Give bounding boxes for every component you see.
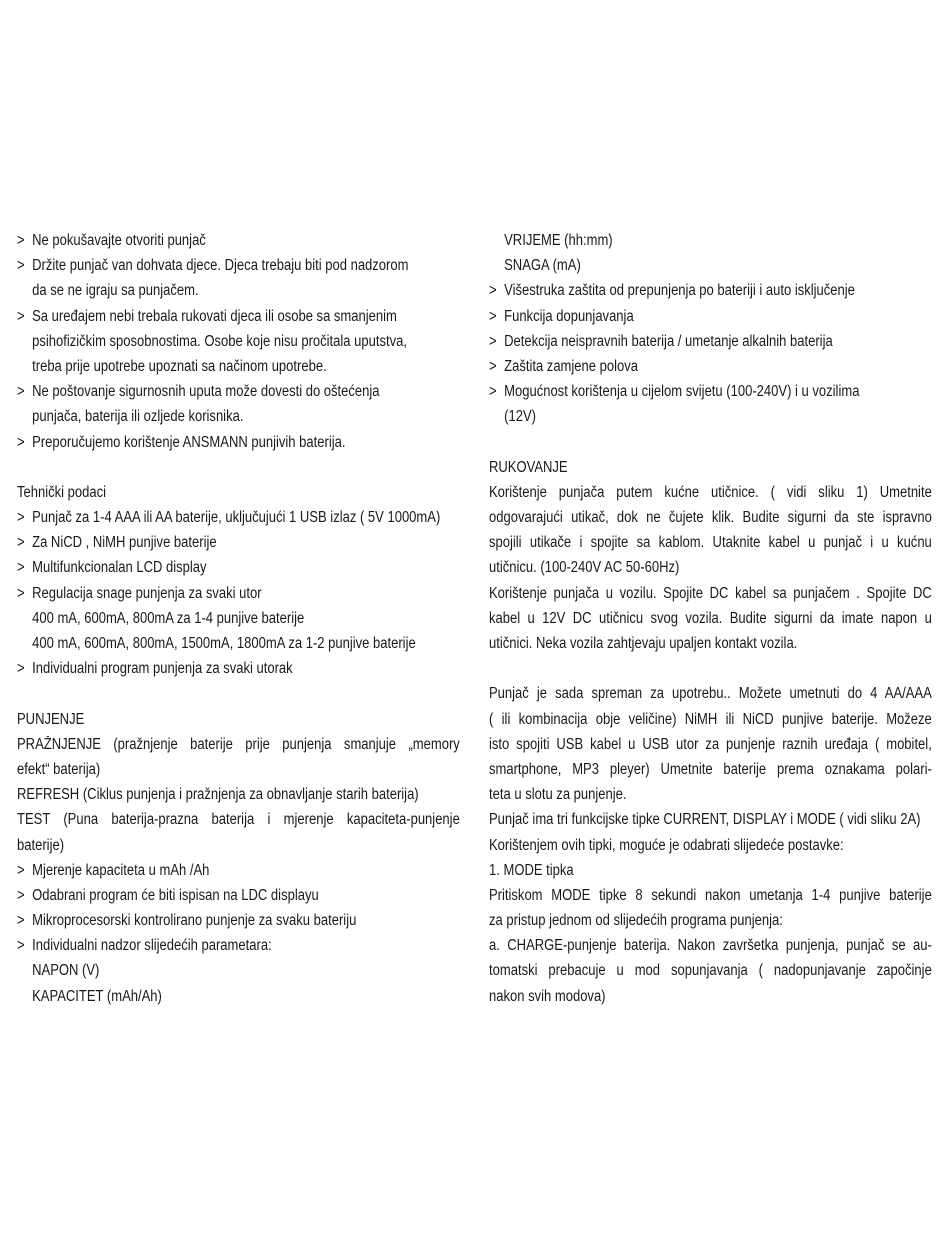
left-column — [17, 228, 460, 1009]
text-line: Punjač je sada spreman za upotrebu.. Možete umetnuti do 4 AA/AAA — [489, 685, 932, 703]
text-line: Korištenje punjača u vozilu. Spojite DC kabel sa punjačem . Spojite DC — [489, 584, 932, 602]
text-line: Punjač ima tri funkcijske tipke CURRENT, DISPLAY i MODE ( vidi sliku 2A) — [489, 811, 921, 829]
bullet-item — [17, 253, 475, 278]
bullet-item — [17, 530, 475, 555]
indented-line: KAPACITET (mAh/Ah) — [32, 987, 162, 1005]
bullet-item — [17, 933, 475, 958]
bullet-item — [17, 379, 475, 404]
bullet-marker: > — [489, 357, 497, 375]
bullet-text: Preporučujemo korištenje ANSMANN punjivih baterija. — [32, 433, 346, 451]
bullet-marker: > — [17, 232, 25, 249]
bullet-item — [17, 656, 475, 681]
bullet-item — [489, 304, 947, 329]
bullet-item — [17, 505, 475, 530]
text-line: isto spojiti USB kabel u USB utor za punjenje raznih uređaja ( mobitel, — [489, 735, 932, 753]
indented-line: VRIJEME (hh:mm) — [504, 232, 613, 249]
bullet-item — [489, 379, 947, 404]
bullet-marker: > — [489, 332, 497, 350]
text-line: nakon svih modova) — [489, 987, 606, 1005]
bullet-text: Ne pokušavajte otvoriti punjač — [32, 232, 206, 249]
indented-line: SNAGA (mA) — [504, 257, 581, 275]
blank-line — [17, 455, 460, 480]
bullet-marker: > — [489, 383, 497, 401]
bullet-text: Detekcija neispravnih baterija / umetanje alkalnih baterija — [504, 332, 833, 350]
bullet-marker: > — [17, 584, 25, 602]
bullet-item — [17, 858, 475, 883]
bullet-text: Držite punjač van dohvata djece. Djeca trebaju biti pod nadzorom — [32, 257, 409, 275]
text-line: ( ili kombinacija obje veličine) NiMH ili NiCD punjive baterije. Možeze — [489, 710, 932, 728]
bullet-marker: > — [489, 307, 497, 325]
bullet-text: Funkcija dopunjavanja — [504, 307, 634, 325]
bullet-marker: > — [17, 307, 25, 325]
text-line: Pritiskom MODE tipke 8 sekundi nakon umetanja 1-4 punjive baterije — [489, 886, 932, 904]
bullet-item — [17, 430, 475, 455]
bullet-marker: > — [17, 257, 25, 275]
bullet-marker: > — [17, 861, 25, 879]
text-line: baterije) — [17, 836, 65, 854]
bullet-text: Mogućnost korištenja u cijelom svijetu (100-240V) i u vozilima — [504, 383, 860, 401]
indented-line: treba prije upotrebe upoznati sa načinom upotrebe. — [32, 357, 327, 375]
text-line: smartphone, MP3 pleyer) Umetnite baterije prema oznakama polari- — [489, 760, 932, 778]
text-line: za pristup jednom od slijedećih programa punjenja: — [489, 912, 783, 930]
text-line: tomatski prebacuje u mod sopunjavanja ( nadopunjavanje započinje — [489, 962, 932, 980]
text-line: a. CHARGE-punjenje baterija. Nakon završetka punjenja, punjač se au- — [489, 937, 932, 955]
bullet-marker: > — [17, 937, 25, 955]
bullet-text: Individualni nadzor slijedećih parametara: — [32, 937, 272, 955]
text-line: REFRESH (Ciklus punjenja i pražnjenja za obnavljanje starih baterija) — [17, 786, 419, 804]
bullet-marker: > — [17, 559, 25, 577]
bullet-marker: > — [17, 660, 25, 678]
text-line: Korištenje punjača putem kućne utičnice. ( vidi sliku 1) Umetnite — [489, 483, 932, 501]
bullet-text: Višestruka zaštita od prepunjenja po bateriji i auto isključenje — [504, 282, 855, 300]
text-line: RUKOVANJE — [489, 458, 568, 476]
text-line: kabel u 12V DC utičnicu svog vozila. Budite sigurni da imate napon u — [489, 609, 932, 627]
bullet-marker: > — [17, 912, 25, 930]
text-line: utičnicu. (100-240V AC 50-60Hz) — [489, 559, 680, 577]
blank-line — [489, 656, 932, 681]
bullet-text: Regulacija snage punjenja za svaki utor — [32, 584, 262, 602]
indented-line: psihofizičkim sposobnostima. Osobe koje nisu pročitala uputstva, — [32, 332, 407, 350]
text-line: Korištenjem ovih tipki, moguće je odabrati slijedeće postavke: — [489, 836, 844, 854]
text-line: spojili utikače i spojite sa kablom. Utaknite kabel u punjač i u kućnu — [489, 534, 932, 552]
indented-line: 400 mA, 600mA, 800mA, 1500mA, 1800mA za 1-2 punjive baterije — [32, 635, 416, 652]
text-line: odgovarajući utikač, dok ne čujete klik. Budite sigurni da ste ispravno — [489, 509, 932, 527]
text-line: efekt“ baterija) — [17, 760, 101, 778]
bullet-marker: > — [489, 282, 497, 300]
bullet-item — [17, 883, 475, 908]
blank-line — [17, 681, 460, 706]
bullet-item — [489, 354, 947, 379]
text-line: TEST (Puna baterija-prazna baterija i mjerenje kapaciteta-punjenje — [17, 811, 460, 829]
bullet-text: Mikroprocesorski kontrolirano punjenje za svaku bateriju — [32, 912, 357, 930]
bullet-text: Multifunkcionalan LCD display — [32, 559, 207, 577]
blank-line — [489, 430, 932, 455]
text-line: teta u slotu za punjenje. — [489, 786, 627, 804]
bullet-marker: > — [17, 433, 25, 451]
indented-line: da se ne igraju sa punjačem. — [32, 282, 199, 300]
bullet-marker: > — [17, 886, 25, 904]
text-line: PUNJENJE — [17, 710, 85, 728]
text-line: PRAŽNJENJE (pražnjenje baterije prije punjenja smanjuje „memory — [17, 735, 460, 753]
bullet-item — [17, 228, 475, 253]
bullet-text: Mjerenje kapaciteta u mAh /Ah — [32, 861, 210, 879]
bullet-item — [17, 555, 475, 580]
text-line: utičnici. Neka vozila zahtjevaju upaljen kontakt vozila. — [489, 635, 798, 652]
bullet-text: Punjač za 1-4 AAA ili AA baterije, uključujući 1 USB izlaz ( 5V 1000mA) — [32, 509, 441, 527]
bullet-text: Zaštita zamjene polova — [504, 357, 639, 375]
bullet-marker: > — [17, 509, 25, 527]
bullet-text: Individualni program punjenja za svaki utorak — [32, 660, 293, 678]
text-line: Tehnički podaci — [17, 483, 107, 501]
bullet-item — [489, 278, 947, 303]
bullet-item — [17, 581, 475, 606]
text-line: 1. MODE tipka — [489, 861, 574, 879]
indented-line: (12V) — [504, 408, 536, 426]
bullet-text: Sa uređajem nebi trebala rukovati djeca ili osobe sa smanjenim — [32, 307, 397, 325]
indented-line: punjača, baterija ili ozljede korisnika. — [32, 408, 244, 426]
indented-line: 400 mA, 600mA, 800mA za 1-4 punjive baterije — [32, 609, 305, 627]
bullet-text: Odabrani program će biti ispisan na LDC displayu — [32, 886, 319, 904]
bullet-item — [489, 329, 947, 354]
indented-line: NAPON (V) — [32, 962, 100, 980]
bullet-marker: > — [17, 534, 25, 552]
bullet-item — [17, 908, 475, 933]
bullet-marker: > — [17, 383, 25, 401]
bullet-item — [17, 304, 475, 329]
bullet-text: Ne poštovanje sigurnosnih uputa može dovesti do oštećenja — [32, 383, 380, 401]
right-column — [489, 228, 932, 1009]
bullet-text: Za NiCD , NiMH punjive baterije — [32, 534, 217, 552]
